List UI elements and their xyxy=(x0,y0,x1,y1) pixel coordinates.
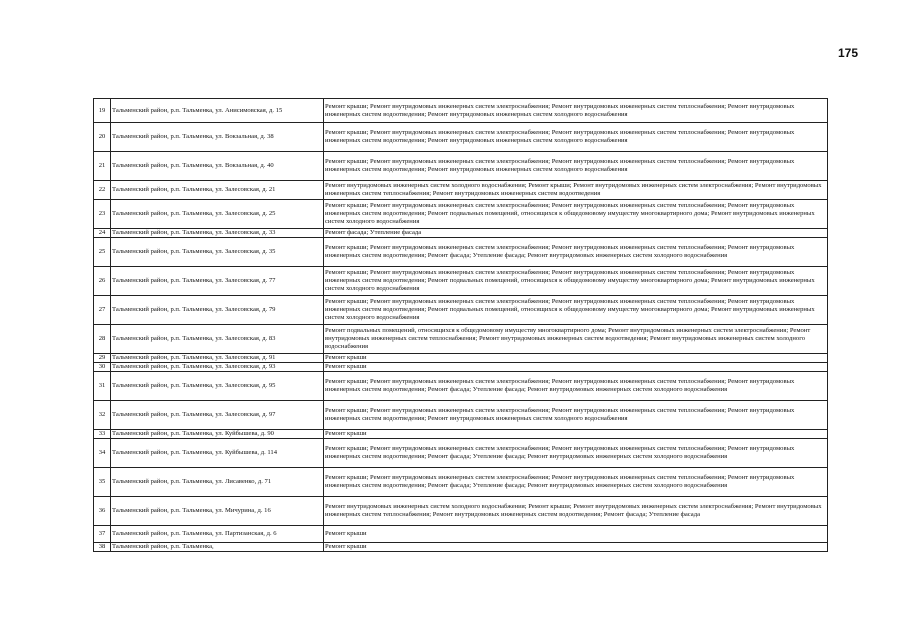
table-row xyxy=(94,401,828,430)
row-address: Тальменский район, р.п. Тальменка, ул. Залесовская, д. 77 xyxy=(111,267,324,296)
row-number: 28 xyxy=(94,325,111,354)
row-works: Ремонт крыши xyxy=(324,543,828,552)
row-number: 23 xyxy=(94,200,111,229)
table-row xyxy=(94,430,828,439)
table-row xyxy=(94,497,828,526)
row-address: Тальменский район, р.п. Тальменка, ул. Залесовская, д. 79 xyxy=(111,296,324,325)
table-row xyxy=(94,99,828,123)
row-number: 20 xyxy=(94,123,111,152)
row-works: Ремонт крыши xyxy=(324,354,828,363)
table-row xyxy=(94,229,828,238)
table-row xyxy=(94,543,828,552)
row-works: Ремонт крыши; Ремонт внутридомовых инженерных систем электроснабжения; Ремонт внутридомовых инженерных систем теплоснабжения; Ремонт внутридомовых инженерных систем водоотведения; Ремонт подвальных помещений, относящихся к общедомовому имуществу многоквартирного дома; Ремонт внутридомовых инженерных систем холодного водоснабжения xyxy=(324,200,828,229)
row-works: Ремонт крыши; Ремонт внутридомовых инженерных систем электроснабжения; Ремонт внутридомовых инженерных систем теплоснабжения; Ремонт внутридомовых инженерных систем водоотведения; Ремонт внутридомовых инженерных систем холодного водоснабжения xyxy=(324,152,828,181)
row-number: 24 xyxy=(94,229,111,238)
row-works: Ремонт внутридомовых инженерных систем холодного водоснабжения; Ремонт крыши; Ремонт внутридомовых инженерных систем электроснабжения; Ремонт внутридомовых инженерных систем теплоснабжения; Ремонт внутридомовых инженерных систем водоотведения; Ремонт фасада; Утепление фасада xyxy=(324,497,828,526)
row-works: Ремонт крыши; Ремонт внутридомовых инженерных систем электроснабжения; Ремонт внутридомовых инженерных систем теплоснабжения; Ремонт внутридомовых инженерных систем водоотведения; Ремонт фасада; Утепление фасада; Ремонт внутридомовых инженерных систем холодного водоснабжения xyxy=(324,468,828,497)
row-address: Тальменский район, р.п. Тальменка, ул. Вокзальная, д. 40 xyxy=(111,152,324,181)
row-works: Ремонт крыши xyxy=(324,430,828,439)
row-address: Тальменский район, р.п. Тальменка, xyxy=(111,543,324,552)
row-number: 31 xyxy=(94,372,111,401)
table-body xyxy=(94,99,828,552)
table-row xyxy=(94,267,828,296)
row-address: Тальменский район, р.п. Тальменка, ул. Анисимовская, д. 15 xyxy=(111,99,324,123)
row-address: Тальменский район, р.п. Тальменка, ул. Залесовская, д. 95 xyxy=(111,372,324,401)
table-row xyxy=(94,181,828,200)
row-number: 29 xyxy=(94,354,111,363)
row-number: 21 xyxy=(94,152,111,181)
row-number: 36 xyxy=(94,497,111,526)
table-row xyxy=(94,238,828,267)
row-number: 25 xyxy=(94,238,111,267)
row-address: Тальменский район, р.п. Тальменка, ул. Залесовская, д. 93 xyxy=(111,363,324,372)
row-number: 32 xyxy=(94,401,111,430)
row-number: 34 xyxy=(94,439,111,468)
row-number: 33 xyxy=(94,430,111,439)
row-address: Тальменский район, р.п. Тальменка, ул. Лисавенко, д. 71 xyxy=(111,468,324,497)
row-works: Ремонт подвальных помещений, относящихся к общедомовому имуществу многоквартирного дома; Ремонт внутридомовых инженерных систем электроснабжения; Ремонт внутридомовых инженерных систем теплоснабжения; Ремонт внутридомовых инженерных систем водоотведения; Ремонт внутридомовых инженерных систем холодного водоснабжения xyxy=(324,325,828,354)
page-number: 175 xyxy=(837,46,858,60)
row-address: Тальменский район, р.п. Тальменка, ул. Куйбышева, д. 114 xyxy=(111,439,324,468)
row-address: Тальменский район, р.п. Тальменка, ул. Куйбышева, д. 90 xyxy=(111,430,324,439)
table-row xyxy=(94,200,828,229)
row-number: 22 xyxy=(94,181,111,200)
row-works: Ремонт крыши; Ремонт внутридомовых инженерных систем электроснабжения; Ремонт внутридомовых инженерных систем теплоснабжения; Ремонт внутридомовых инженерных систем водоотведения; Ремонт внутридомовых инженерных систем холодного водоснабжения xyxy=(324,123,828,152)
row-address: Тальменский район, р.п. Тальменка, ул. Мичурина, д. 16 xyxy=(111,497,324,526)
table-row xyxy=(94,526,828,543)
row-address: Тальменский район, р.п. Тальменка, ул. Вокзальная, д. 38 xyxy=(111,123,324,152)
row-works: Ремонт крыши; Ремонт внутридомовых инженерных систем электроснабжения; Ремонт внутридомовых инженерных систем теплоснабжения; Ремонт внутридомовых инженерных систем водоотведения; Ремонт фасада; Утепление фасада; Ремонт внутридомовых инженерных систем холодного водоснабжения xyxy=(324,439,828,468)
row-works: Ремонт фасада; Утепление фасада xyxy=(324,229,828,238)
row-address: Тальменский район, р.п. Тальменка, ул. Залесовская, д. 21 xyxy=(111,181,324,200)
row-works: Ремонт крыши; Ремонт внутридомовых инженерных систем электроснабжения; Ремонт внутридомовых инженерных систем теплоснабжения; Ремонт внутридомовых инженерных систем водоотведения; Ремонт фасада; Утепление фасада; Ремонт внутридомовых инженерных систем холодного водоснабжения xyxy=(324,372,828,401)
row-number: 35 xyxy=(94,468,111,497)
table-row xyxy=(94,296,828,325)
row-address: Тальменский район, р.п. Тальменка, ул. Залесовская, д. 25 xyxy=(111,200,324,229)
row-number: 37 xyxy=(94,526,111,543)
row-works: Ремонт крыши; Ремонт внутридомовых инженерных систем электроснабжения; Ремонт внутридомовых инженерных систем теплоснабжения; Ремонт внутридомовых инженерных систем водоотведения; Ремонт фасада; Утепление фасада; Ремонт внутридомовых инженерных систем холодного водоснабжения xyxy=(324,238,828,267)
table-row xyxy=(94,372,828,401)
row-number: 19 xyxy=(94,99,111,123)
row-address: Тальменский район, р.п. Тальменка, ул. Залесовская, д. 35 xyxy=(111,238,324,267)
table-row xyxy=(94,468,828,497)
row-address: Тальменский район, р.п. Тальменка, ул. Залесовская, д. 97 xyxy=(111,401,324,430)
table-row xyxy=(94,363,828,372)
row-works: Ремонт крыши; Ремонт внутридомовых инженерных систем электроснабжения; Ремонт внутридомовых инженерных систем теплоснабжения; Ремонт внутридомовых инженерных систем водоотведения; Ремонт подвальных помещений, относящихся к общедомовому имуществу многоквартирного дома; Ремонт внутридомовых инженерных систем холодного водоснабжения xyxy=(324,267,828,296)
row-works: Ремонт крыши; Ремонт внутридомовых инженерных систем электроснабжения; Ремонт внутридомовых инженерных систем теплоснабжения; Ремонт внутридомовых инженерных систем водоотведения; Ремонт внутридомовых инженерных систем холодного водоснабжения xyxy=(324,99,828,123)
row-works: Ремонт крыши; Ремонт внутридомовых инженерных систем электроснабжения; Ремонт внутридомовых инженерных систем теплоснабжения; Ремонт внутридомовых инженерных систем водоотведения; Ремонт подвальных помещений, относящихся к общедомовому имуществу многоквартирного дома; Ремонт внутридомовых инженерных систем холодного водоснабжения xyxy=(324,296,828,325)
row-address: Тальменский район, р.п. Тальменка, ул. Залесовская, д. 83 xyxy=(111,325,324,354)
table-row xyxy=(94,152,828,181)
row-address: Тальменский район, р.п. Тальменка, ул. Залесовская, д. 91 xyxy=(111,354,324,363)
table-row xyxy=(94,354,828,363)
repair-works-table xyxy=(93,98,828,552)
row-works: Ремонт внутридомовых инженерных систем холодного водоснабжения; Ремонт крыши; Ремонт внутридомовых инженерных систем электроснабжения; Ремонт внутридомовых инженерных систем теплоснабжения; Ремонт внутридомовых инженерных систем водоотведения xyxy=(324,181,828,200)
row-number: 27 xyxy=(94,296,111,325)
row-number: 30 xyxy=(94,363,111,372)
row-works: Ремонт крыши xyxy=(324,363,828,372)
row-address: Тальменский район, р.п. Тальменка, ул. Залесовская, д. 33 xyxy=(111,229,324,238)
row-address: Тальменский район, р.п. Тальменка, ул. Партизанская, д. 6 xyxy=(111,526,324,543)
row-works: Ремонт крыши xyxy=(324,526,828,543)
table-row xyxy=(94,439,828,468)
row-works: Ремонт крыши; Ремонт внутридомовых инженерных систем электроснабжения; Ремонт внутридомовых инженерных систем теплоснабжения; Ремонт внутридомовых инженерных систем водоотведения; Ремонт внутридомовых инженерных систем холодного водоснабжения xyxy=(324,401,828,430)
table-row xyxy=(94,123,828,152)
row-number: 38 xyxy=(94,543,111,552)
table-row xyxy=(94,325,828,354)
row-number: 26 xyxy=(94,267,111,296)
